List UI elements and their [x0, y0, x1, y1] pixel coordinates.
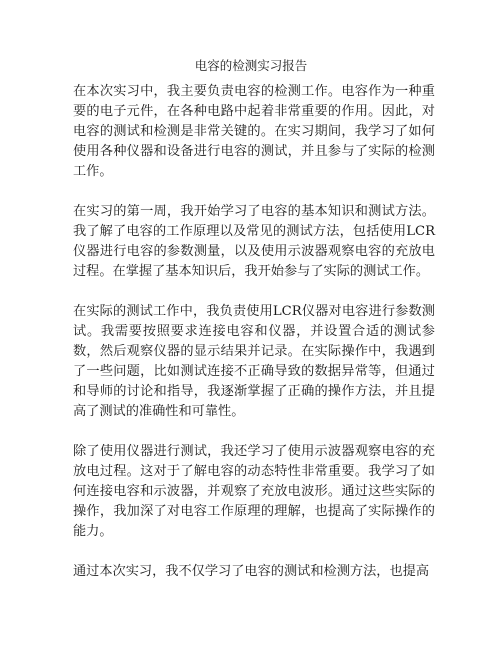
paragraph-5: 通过本次实习，我不仅学习了电容的测试和检测方法，也提高 — [73, 564, 430, 579]
paragraph-2: 在实习的第一周，我开始学习了电容的基本知识和测试方法。我了解了电容的工作原理以及常见的测试方法，包括使用LCR仪器进行电容的参数测量，以及使用示波器观察电容的充放电过程。在掌握了基本知识后，我开始参与了实际的测试工作。 — [73, 204, 435, 279]
paragraph-1: 在本次实习中，我主要负责电容的检测工作。电容作为一种重要的电子元件，在各种电路中起着非常重要的作用。因此，对电容的测试和检测是非常关键的。在实习期间，我学习了如何使用各种仪器和设备进行电容的测试，并且参与了实际的检测工作。 — [73, 84, 435, 179]
paragraph-4: 除了使用仪器进行测试，我还学习了使用示波器观察电容的充放电过程。这对于了解电容的动态特性非常重要。我学习了如何连接电容和示波器，并观察了充放电波形。通过这些实际的操作，我加深了对电容工作原理的理解，也提高了实际操作的能力。 — [73, 444, 435, 539]
document-title: 电容的检测实习报告 — [194, 58, 308, 73]
paragraph-3: 在实际的测试工作中，我负责使用LCR仪器对电容进行参数测试。我需要按照要求连接电容和仪器，并设置合适的测试参数，然后观察仪器的显示结果并记录。在实际操作中，我遇到了一些问题，比如测试连接不正确导致的数据异常等，但通过和导师的讨论和指导，我逐渐掌握了正确的操作方法，并且提高了测试的准确性和可靠性。 — [73, 304, 435, 419]
document-body — [73, 82, 435, 602]
